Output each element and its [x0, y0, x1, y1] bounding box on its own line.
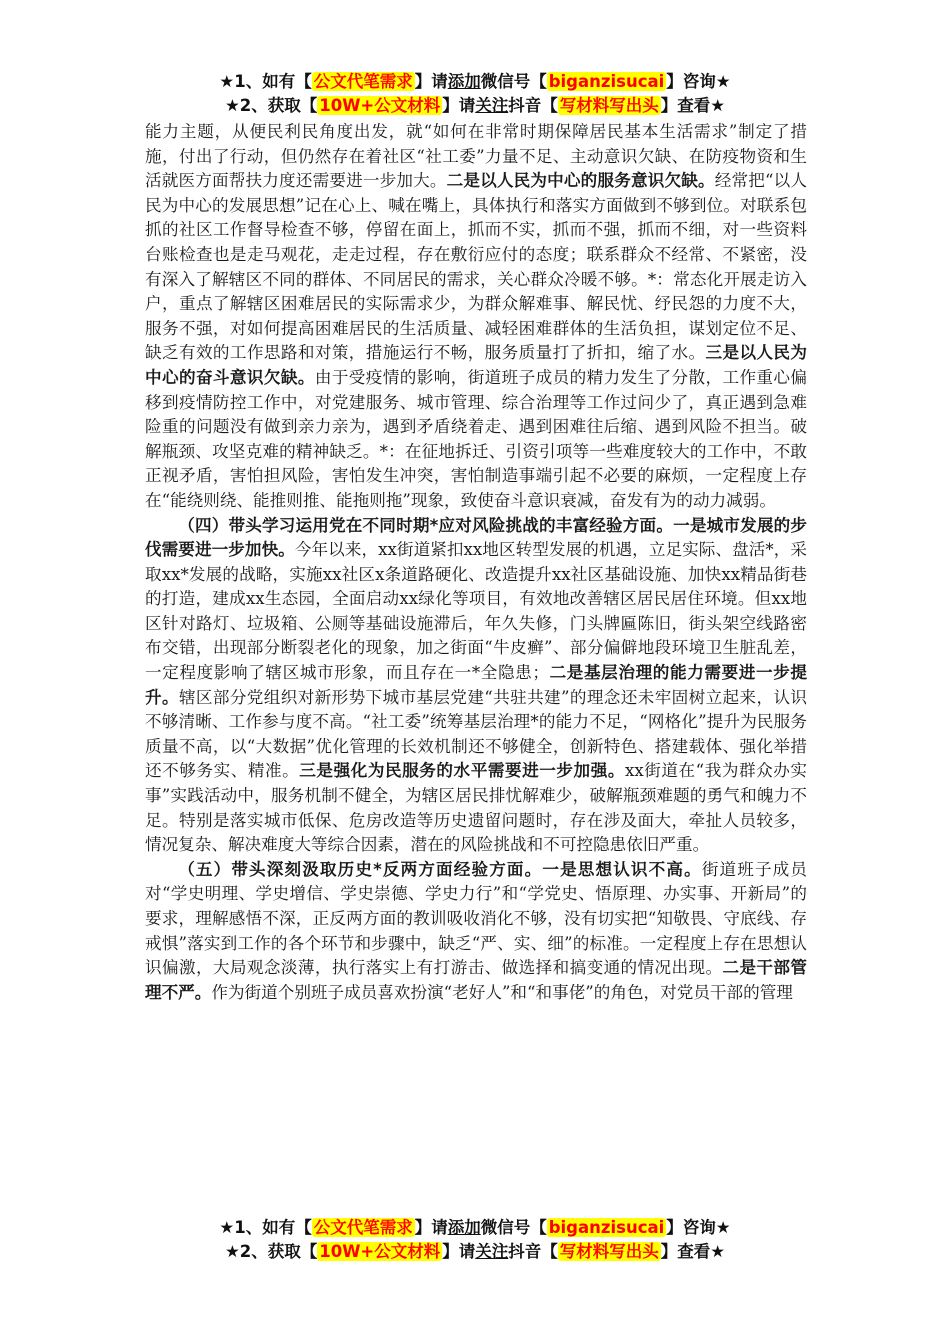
highlight-materials: 10W+公文材料 — [319, 96, 441, 115]
paragraph-1: 能力主题，从便民利民角度出发，就“如何在非常时期保障居民基本生活需求”制定了措施，付出了行动，但仍然存在着社区“社工委”力量不足、主动意识欠缺、在防疫物资和生活就医方面帮扶力度还需要进一步加大。二是以人民为中心的服务意识欠缺。经常把“以人民为中心的发展思想”记在心上、喊在嘴上，具体执行和落实方面做到不够到位。对联系包抓的社区工作督导检查不够，停留在面上，抓而不实，抓而不强，抓而不细，对一些资料台账检查也是走马观花，走走过程，存在敷衍应付的态度；联系群众不经常、不紧密，没有深入了解辖区不同的群体、不同居民的需求，关心群众冷暖不够。*：常态化开展走访入户，重点了解辖区困难居民的实际需求少，为群众解难事、解民忧、纾民怨的力度不大，服务不强，对如何提高困难居民的生活质量、减轻困难群体的生活负担，谋划定位不足、缺乏有效的工作思路和对策，措施运行不畅，服务质量打了折扣，缩了水。三是以人民为中心的奋斗意识欠缺。由于受疫情的影响，街道班子成员的精力发生了分散，工作重心偏移到疫情防控工作中，对党建服务、城市管理、综合治理等工作过问少了，真正遇到急难险重的问题没有做到亲力亲为，遇到矛盾绕着走、遇到困难往后缩、遇到风险不担当。破解瓶颈、攻坚克难的精神缺乏。*：在征地拆迁、引资引项等一些难度较大的工作中，不敢正视矛盾，害怕担风险，害怕发生冲突，害怕制造事端引起不必要的麻烦，一定程度上存在“能绕则绕、能推则推、能拖则拖”现象，致使奋斗意识衰减，奋发有为的动力减弱。 — [145, 122, 808, 510]
highlight-service: 公文代笔需求 — [313, 1218, 413, 1237]
promo-line-1: ★1、如有【 公文代笔需求 】请添加微信号【 biganzisucai 】咨询★ — [219, 72, 731, 91]
promo-line-1: ★1、如有【 公文代笔需求 】请添加微信号【 biganzisucai 】咨询★ — [219, 1218, 731, 1237]
highlight-service: 公文代笔需求 — [313, 72, 413, 91]
promo-banner-top — [0, 70, 950, 118]
promo-line-2: ★2、获取【 10W+公文材料 】请关注抖音【 写材料写出头 】查看★ — [224, 96, 726, 115]
highlight-wechat-id: biganzisucai — [548, 1218, 665, 1237]
paragraph-section-5: （五）带头深刻汲取历史*反两方面经验方面。一是思想认识不高。街道班子成员对“学史明理、学史增信、学史崇德、学史力行”和“学党史、悟原理、办实事、开新局”的要求，理解感悟不深，正反两方面的教训吸收消化不够，没有切实把“知敬畏、守底线、存戒惧”落实到工作的各个环节和步骤中，缺乏“严、实、细”的标准。一定程度上存在思想认识偏激，大局观念淡薄，执行落实上有打游击、做选择和搞变通的情况出现。二是干部管理不严。作为街道个别班子成员喜欢扮演“老好人”和“和事佬”的角色，对党员干部的管理 — [145, 859, 807, 1002]
promo-line-2: ★2、获取【 10W+公文材料 】请关注抖音【 写材料写出头 】查看★ — [224, 1242, 726, 1261]
promo-banner-bottom — [0, 1216, 950, 1264]
highlight-materials: 10W+公文材料 — [319, 1242, 441, 1261]
highlight-wechat-id: biganzisucai — [548, 72, 665, 91]
highlight-douyin-id: 写材料写出头 — [559, 1242, 659, 1261]
paragraph-section-4: （四）带头学习运用党在不同时期*应对风险挑战的丰富经验方面。一是城市发展的步伐需要进一步加快。今年以来，xx街道紧扣xx地区转型发展的机遇，立足实际、盘活*，采取xx*发展的战略，实施xx社区x条道路硬化、改造提升xx社区基础设施、加快xx精品街巷的打造，建成xx生态园，全面启动xx绿化等项目，有效地改善辖区居民居住环境。但xx地区针对路灯、垃圾箱、公厕等基础设施滞后，年久失修，门头牌匾陈旧，街头架空线路密布交错，出现部分断裂老化的现象，加之街面“牛皮癣”、部分偏僻地段环境卫生脏乱差，一定程度影响了辖区城市形象，而且存在一*全隐患；二是基层治理的能力需要进一步提升。辖区部分党组织对新形势下城市基层党建“共驻共建”的理念还未牢固树立起来，认识不够清晰、工作参与度不高。“社工委”统筹基层治理*的能力不足，“网格化”提升为民服务质量不高，以“大数据”优化管理的长效机制还不够健全，创新特色、搭建载体、强化举措还不够务实、精准。三是强化为民服务的水平需要进一步加强。xx街道在“我为群众办实事”实践活动中，服务机制不健全，为辖区居民排忧解难少，破解瓶颈难题的勇气和魄力不足。特别是落实城市低保、危房改造等历史遗留问题时，存在涉及面大，牵扯人员较多，情况复杂、解决难度大等综合因素，潜在的风险挑战和不可控隐患依旧严重。 — [145, 515, 808, 855]
highlight-douyin-id: 写材料写出头 — [559, 96, 659, 115]
document-body — [145, 120, 807, 1005]
